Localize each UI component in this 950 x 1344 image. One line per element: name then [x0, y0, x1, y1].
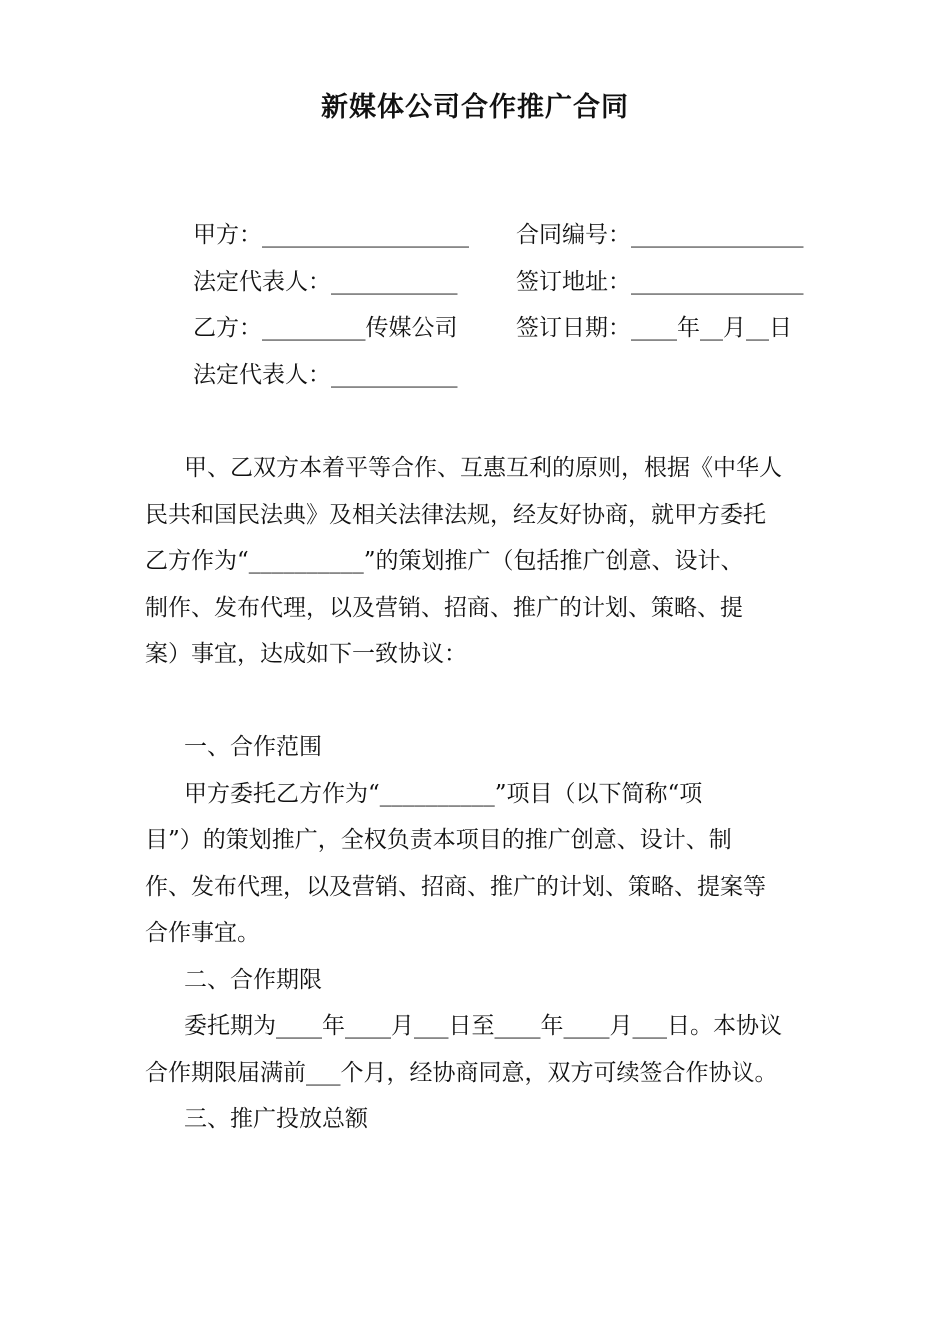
contract-number-field: 合同编号：_______________ — [516, 222, 804, 248]
text-line: 民共和国民法典》及相关法律法规，经友好协商，就甲方委托 — [145, 501, 766, 528]
text-line: 甲方委托乙方作为“__________”项目（以下简称“项 — [184, 780, 703, 807]
party-b-field: 乙方：_________传媒公司 — [193, 315, 458, 341]
section-cooperation-scope — [145, 724, 810, 1143]
text-line: 目”）的策划推广，全权负责本项目的推广创意、设计、制 — [145, 827, 732, 853]
document-title: 新媒体公司合作推广合同 — [321, 92, 629, 123]
text-line: 合作期限届满前___个月，经协商同意，双方可续签合作协议。 — [145, 1059, 778, 1086]
section-heading: 二、合作期限 — [184, 966, 322, 993]
header-row — [193, 216, 813, 263]
text-line: 乙方作为“__________”的策划推广（包括推广创意、设计、 — [145, 548, 744, 574]
party-b-representative-field: 法定代表人：___________ — [193, 361, 458, 388]
text-line: 甲、乙双方本着平等合作、互惠互利的原则，根据《中华人 — [184, 455, 782, 481]
header-row — [193, 356, 813, 403]
text-line: 委托期为____年____月___日至____年____月___日。本协议 — [184, 1013, 782, 1039]
header-row — [193, 309, 813, 356]
text-line: 制作、发布代理，以及营销、招商、推广的计划、策略、提 — [145, 594, 743, 621]
contract-header-fields — [193, 216, 813, 402]
text-line: 案）事宜，达成如下一致协议： — [145, 641, 467, 667]
section-heading: 一、合作范围 — [184, 734, 322, 760]
header-row — [193, 263, 813, 310]
preamble-paragraph — [145, 445, 810, 678]
signing-date-field: 签订日期：____年__月__日 — [516, 315, 792, 341]
party-a-representative-field: 法定代表人：___________ — [193, 268, 458, 295]
text-line: 合作事宜。 — [145, 920, 260, 946]
party-a-field: 甲方：__________________ — [193, 222, 469, 248]
section-heading: 三、推广投放总额 — [184, 1106, 368, 1132]
text-line: 作、发布代理，以及营销、招商、推广的计划、策略、提案等 — [145, 873, 766, 900]
signing-place-field: 签订地址：_______________ — [516, 268, 804, 295]
